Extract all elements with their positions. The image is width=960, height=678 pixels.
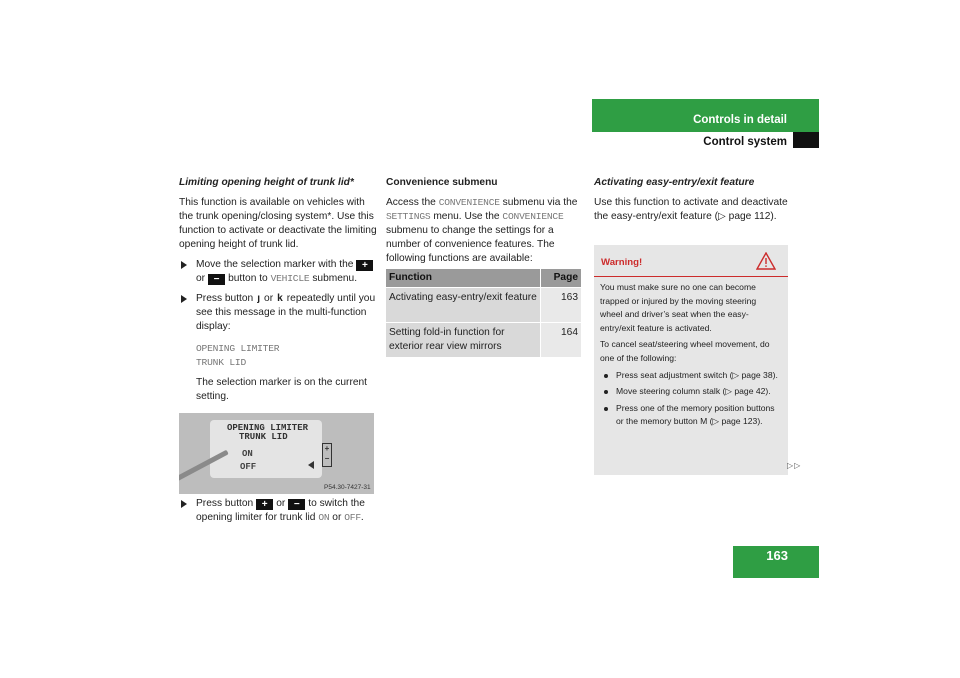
warning-paragraph-2: To cancel seat/steering wheel movement, do one of the following: — [600, 339, 770, 363]
image-code: P54.30-7427-31 — [324, 484, 371, 491]
list-item: Press one of the memory position buttons or the memory button M (▷ page 123). — [600, 402, 781, 429]
list-item: Move steering column stalk (▷ page 42). — [600, 385, 781, 399]
down-button-icon: k — [277, 293, 283, 304]
step-2: Press button ȷ or k repeatedly until you see this message in the multi-function display: — [179, 292, 377, 334]
plus-button-icon: + — [256, 499, 273, 510]
convenience-text: Access the CONVENIENCE submenu via the SETTINGS menu. Use the CONVENIENCE submenu to change the settings for a number of convenience features. The following functions are available: — [386, 197, 578, 264]
selection-marker-icon — [308, 461, 314, 469]
section-title: Controls in detail — [693, 114, 787, 126]
marker-note: The selection marker is on the current setting. — [196, 377, 367, 402]
easy-entry-text: Use this function to activate and deactivate the easy-entry/exit feature (▷ page 112). — [594, 197, 788, 222]
list-item: Press seat adjustment switch (▷ page 38). — [600, 369, 781, 383]
page-number: 163 — [733, 546, 819, 578]
code-vehicle: VEHICLE — [270, 273, 310, 284]
minus-button-icon: − — [208, 274, 225, 285]
column-easy-entry — [594, 176, 794, 230]
warning-title: Warning! — [601, 257, 643, 268]
table-row: Activating easy-entry/exit feature 163 — [386, 287, 581, 322]
page-header — [592, 99, 819, 148]
warning-triangle-icon — [756, 252, 776, 270]
function-table — [386, 269, 581, 357]
step-3-container — [179, 497, 377, 531]
table-header: Function Page — [386, 269, 581, 287]
plus-button-icon: + — [356, 260, 373, 271]
message-line-1: OPENING LIMITER — [196, 343, 280, 354]
heading-trunk-lid: Limiting opening height of trunk lid* — [179, 177, 354, 188]
trunk-intro: This function is available on vehicles with the trunk opening/closing system*. Use this function to activate or deactivate the limiting opening height of trunk lid. — [179, 197, 377, 250]
display-image: OPENING LIMITER TRUNK LID ON OFF + − P54.30-7427-31 — [179, 413, 374, 494]
column-convenience — [386, 176, 586, 272]
continued-icon: ▷▷ — [787, 461, 802, 470]
table-row: Setting fold-in function for exterior rear view mirrors 164 — [386, 322, 581, 357]
header-marker — [793, 132, 819, 148]
step-3: Press button + or − to switch the opening limiter for trunk lid ON or OFF. — [179, 497, 377, 525]
warning-box — [594, 245, 788, 475]
up-button-icon: ȷ — [257, 293, 261, 304]
heading-convenience: Convenience submenu — [386, 177, 498, 188]
heading-easy-entry: Activating easy-entry/exit feature — [594, 177, 755, 188]
minus-button-icon: − — [288, 499, 305, 510]
column-trunk-lid — [179, 176, 377, 410]
plus-minus-icon: + − — [322, 443, 332, 467]
step-1: Move the selection marker with the +or − button to VEHICLE submenu. — [179, 258, 377, 286]
subsection-title: Control system — [703, 136, 787, 148]
message-line-2: TRUNK LID — [196, 357, 247, 368]
warning-paragraph-1: You must make sure no one can become trapped or injured by the moving steering wheel and driver’s seat when the easy-entry/exit feature is activated. — [600, 282, 757, 333]
